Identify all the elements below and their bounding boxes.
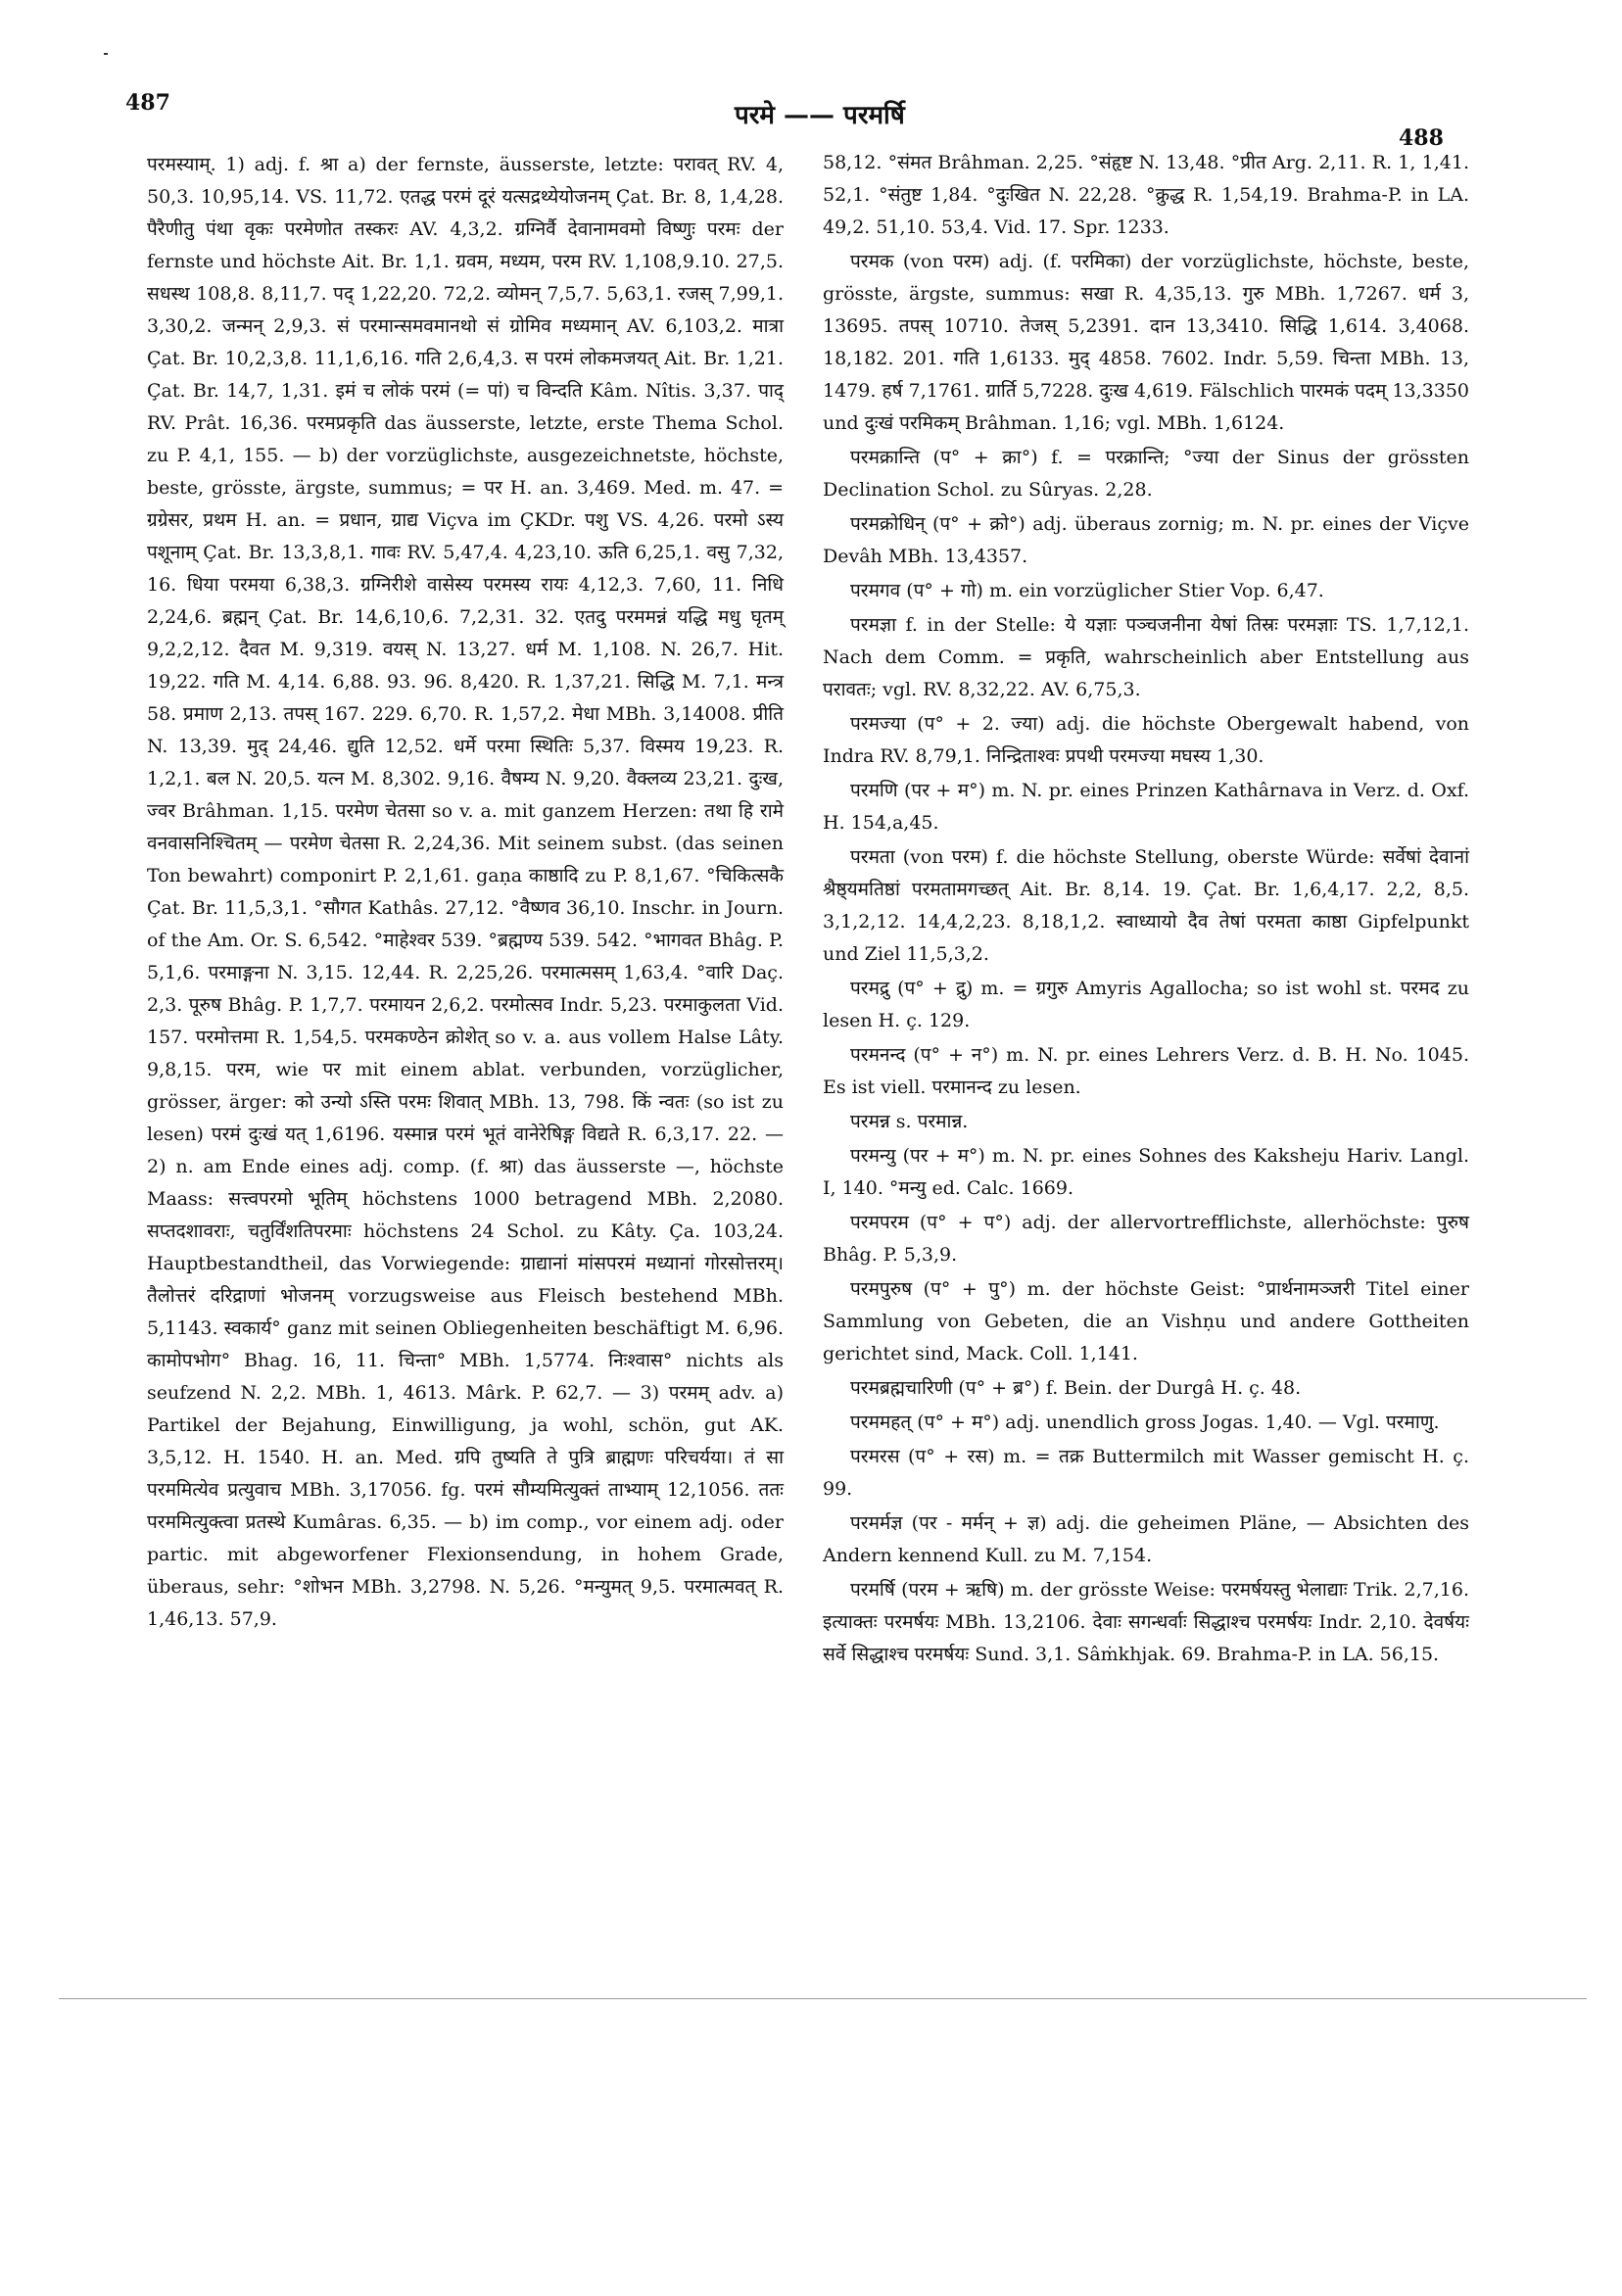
entry-paramamahat: परममहत् (प° + म°) adj. unendlich gross Jogas. 1,40. — Vgl. परमाणु. (850, 1411, 1440, 1433)
footer-rule (59, 1998, 1587, 1999)
entry-paramakrodhin: परमक्रोधिन् (प° + क्रो°) adj. überaus zornig; m. N. pr. eines der Viçve Devâh MBh. 13,4357. (823, 513, 1469, 567)
entry-paramananda: परमनन्द (प° + न°) m. N. pr. eines Lehrers Verz. d. B. H. No. 1045. Es ist viell. परमानन्द zu lesen. (823, 1044, 1469, 1098)
entry-paramata: परमता (von परम) f. die höchste Stellung, oberste Würde: सर्वेषां देवानां श्रैष्ठ्यमतिष्ठां परमतामगच्छत् Ait. Br. 8,14. 19. Çat. Br. 1,6,4,17. 2,2, 8,5. 3,1,2,12. 14,4,2,23. 8,18,1,2. स्वाध्यायो दैव तेषां परमता काष्ठा Gipfelpunkt und Ziel 11,5,3,2. (823, 846, 1469, 965)
entry-paramaparama: परमपरम (प° + प°) adj. der allervortrefflichste, allerhöchste: पुरुष Bhâg. P. 5,3,9. (823, 1212, 1469, 1266)
entry-paramakranti: परमक्रान्ति (प° + क्रा°) f. = परक्रान्ति; °ज्या der Sinus der grössten Declination Schol. zu Sûryas. 2,28. (823, 447, 1469, 501)
entry-paramarshi: परमर्षि (परम + ऋषि) m. der grösste Weise: परमर्षयस्तु भेलाद्याः Trik. 2,7,16. इत्याक्तः परमर्षयः MBh. 13,2106. देवाः सगन्धर्वाः सिद्धाश्च परमर्षयः Indr. 2,10. देवर्षयः सर्वे सिद्धाश्च परमर्षयः Sund. 3,1. Sâṁkhjak. 69. Brahma-P. in LA. 56,15. (823, 1579, 1469, 1665)
left-page-number: 487 (125, 90, 170, 116)
entry-paramani: परमणि (पर + म°) m. N. pr. eines Prinzen Kathârnava in Verz. d. Oxf. H. 154,a,45. (823, 780, 1469, 834)
entry-paramaka: परमक (von परम) adj. (f. परमिका) der vorzüglichste, höchste, beste, grösste, ärgste, summus: सखा R. 4,35,13. गुरु MBh. 1,7267. धर्म 3, 13695. तपस् 10710. तेजस् 5,2391. दान 13,3410. सिद्धि 1,614. 3,4068. 18,182. 201. गति 1,6133. मुद् 4858. 7602. Indr. 5,59. चिन्ता MBh. 13, 1479. हर्ष 7,1761. ग्रार्ति 5,7228. दुःख 4,619. Fälschlich पारमकं पदम् 13,3350 und दुःखं परमिकम् Brâhman. 1,16; vgl. MBh. 1,6124. (823, 251, 1469, 434)
entry-paramapurusha: परमपुरुष (प° + पु°) m. der höchste Geist: °प्रार्थनामञ्जरी Titel einer Sammlung von Gebeten, die an Vishṇu und andere Gottheiten gerichtet sind, Mack. Coll. 1,141. (823, 1278, 1469, 1364)
entry-paramasyam: परमस्याम्. 1) adj. f. श्रा a) der fernste, äusserste, letzte: परावत् RV. 4, 50,3. 10,95,14. VS. 11,72. एतद्ध परमं दूरं यत्सद्रथ्येयोजनम् Çat. Br. 8, 1,4,28. पैरैणीतु पंथा वृकः परमेणोत तस्करः AV. 4,3,2. ग्रग्निर्वै देवानामवमो विष्णुः परमः der fernste und höchste Ait. Br. 1,1. ग्रवम, मध्यम, परम RV. 1,108,9.10. 27,5. सधस्थ 108,8. 8,11,7. पद् 1,22,20. 72,2. व्योमन् 7,5,7. 5,63,1. रजस् 7,99,1. 3,30,2. जन्मन् 2,9,3. सं परमान्समवमानथो सं ग्रोमिव मध्यमान् AV. 6,103,2. मात्रा Çat. Br. 10,2,3,8. 11,1,6,16. गति 2,6,4,3. स परमं लोकमजयत् Ait. Br. 1,21. Çat. Br. 14,7, 1,31. इमं च लोकं परमं (= पां) च विन्दति Kâm. Nîtis. 3,37. पाद् RV. Prât. 16,36. परमप्रकृति das äusserste, letzte, erste Thema Schol. zu P. 4,1, 155. — b) der vorzüglichste, ausgezeichnetste, höchste, beste, grösste, ärgste, summus; = पर H. an. 3,469. Med. m. 47. = ग्रग्रेसर, प्रथम H. an. = प्रधान, ग्राद्य Viçva im ÇKDr. पशु VS. 4,26. परमो ऽस्य पशूनाम् Çat. Br. 13,3,8,1. गावः RV. 5,47,4. 4,23,10. ऊति 6,25,1. वसु 7,32, 16. धिया परमया 6,38,3. ग्रग्निरीशे वासेस्य परमस्य रायः 4,12,3. 7,60, 11. निधि 2,24,6. ब्रह्मन् Çat. Br. 14,6,10,6. 7,2,31. 32. एतदु परममन्नं यद्धि मधु घृतम् 9,2,2,12. दैवत M. 9,319. वयस् N. 13,27. धर्म M. 1,108. N. 26,7. Hit. 19,22. गति M. 4,14. 6,88. 93. 96. 8,420. R. 1,37,21. सिद्धि M. 7,1. मन्त्र 58. प्रमाण 2,13. तपस् 167. 229. 6,70. R. 1,57,2. मेधा MBh. 3,14008. प्रीति N. 13,39. मुद् 24,46. द्युति 12,52. धर्मे परमा स्थितिः 5,37. विस्मय 19,23. R. 1,2,1. बल N. 20,5. यत्न M. 8,302. 9,16. वैषम्य N. 9,20. वैक्लव्य 23,21. दुःख, ज्वर Brâhman. 1,15. परमेण चेतसा so v. a. mit ganzem Herzen: तथा हि रामे वनवासनिश्चितम् — परमेण चेतसा R. 2,24,36. Mit seinem subst. (das seinen Ton bewahrt) componirt P. 2,1,61. gaṇa काष्ठादि zu P. 8,1,67. °चिकित्सकै Çat. Br. 11,5,3,1. °सौगत Kathâs. 27,12. °वैष्णव 36,10. Inschr. in Journ. of the Am. Or. S. 6,542. °माहेश्वर 539. °ब्रह्मण्य 539. 542. °भागवत Bhâg. P. 5,1,6. परमाङ्गना N. 3,15. 12,44. R. 2,25,26. परमात्मसम् 1,63,4. °वारि Daç. 2,3. पूरुष Bhâg. P. 1,7,7. परमायन 2,6,2. परमोत्सव Indr. 5,23. परमाकुलता Vid. 157. परमोत्तमा R. 1,54,5. परमकण्ठेन क्रोशेत् so v. a. aus vollem Halse Lâty. 9,8,15. परम, wie पर mit einem ablat. verbunden, vorzüglicher, grösser, ärger: को उन्यो ऽस्ति परमः शिवात् MBh. 13, 798. किं न्वतः (so ist zu lesen) परमं दुःखं यत् 1,6196. यस्मान्न परमं भूतं वानेरेषिङ्ग विद्यते R. 6,3,17. 22. — 2) n. am Ende eines adj. comp. (f. श्रा) das äusserste —, höchste Maass: सत्त्वपरमो भूतिम् höchstens 1000 betragend MBh. 2,2080. सप्तदशावराः, चतुर्विंशतिपरमाः höchstens 24 Schol. zu Kâty. Ça. 103,24. Hauptbestandtheil, das Vorwiegende: ग्राद्यानां मांसपरमं मध्यानां गोरसोत्तरम्। तैलोत्तरं दरिद्राणां भोजनम् vorzugsweise aus Fleisch bestehend MBh. 5,1143. स्वकार्य° ganz mit seinen Obliegenheiten beschäftigt M. 6,96. कामोपभोग° Bhag. 16, 11. चिन्ता° MBh. 1,5774. निःश्वास° nichts als seufzend N. 2,2. MBh. 1, 4613. Mârk. P. 62,7. — 3) परमम् adv. a) Partikel der Bejahung, Einwilligung, ja wohl, schön, gut AK. 3,5,12. H. 1540. H. an. Med. ग्रपि तुष्यति ते पुत्रि ब्राह्मणः परिचर्यया। तं सा परममित्येव प्रत्युवाच MBh. 3,17056. fg. परमं सौम्यमित्युक्तं ताभ्याम् 12,1056. ततः परममित्युक्त्वा प्रतस्थे Kumâras. 6,35. — b) im comp., vor einem adj. oder partic. mit abgeworfener Flexionsendung, in hohem Grade, überaus, sehr: °शोभन MBh. 3,2798. N. 5,26. °मन्युमत् 9,5. परमात्मवत् R. 1,46,13. 57,9. (147, 154, 784, 1630)
entry-paramarasa: परमरस (प° + रस) m. = तक्र Buttermilch mit Wasser gemischt H. ç. 99. (823, 1446, 1469, 1500)
left-column (147, 147, 784, 1636)
entry-paramabrahmacharini: परमब्रह्मचारिणी (प° + ब्र°) f. Bein. der Durgâ H. ç. 48. (850, 1377, 1302, 1399)
print-speck (104, 53, 108, 55)
entry-paramadru: परमद्रु (प° + द्रु) m. = ग्रगुरु Amyris Agallocha; so ist wohl st. परमद zu lesen H. ç. 129. (823, 978, 1469, 1031)
entry-paramanna: परमन्न s. परमान्न. (850, 1111, 969, 1132)
entry-paramajna: परमज्ञा f. in der Stelle: ये यज्ञाः पञ्चजनीना येषां तिस्रः परमज्ञाः TS. 1,7,12,1. Nach dem Comm. = प्रकृति, wahrscheinlich aber Entstellung aus परावतः; vgl. RV. 8,32,22. AV. 6,75,3. (823, 614, 1469, 700)
entry-paramarmajna: परमर्मज्ञ (पर - मर्मन् + ज्ञ) adj. die geheimen Pläne, — Absichten des Andern kennend Kull. zu M. 7,154. (823, 1512, 1469, 1566)
right-page-number: 488 (1399, 125, 1444, 151)
running-head: परमे —— परमर्षि (735, 101, 905, 130)
right-column (823, 147, 1469, 1671)
entry-continuation: 58,12. °संमत Brâhman. 2,25. °संहृष्ट N. 13,48. °प्रीत Arg. 2,11. R. 1, 1,41. 52,1. °संतुष्ट 1,84. °दुःखित N. 22,28. °क्रुद्ध R. 1,54,19. Brahma-P. in LA. 49,2. 51,10. 53,4. Vid. 17. Spr. 1233. (823, 152, 1469, 238)
entry-paramajya: परमज्या (प° + 2. ज्या) adj. die höchste Obergewalt habend, von Indra RV. 8,79,1. निन्द्रिताश्वः प्रपथी परमज्या मघस्य 1,30. (823, 713, 1469, 767)
entry-paramanyu: परमन्यु (पर + म°) m. N. pr. eines Sohnes des Kaksheju Hariv. Langl. I, 140. °मन्यु ed. Calc. 1669. (823, 1145, 1469, 1199)
entry-paramagava: परमगव (प° + गो) m. ein vorzüglicher Stier Vop. 6,47. (850, 580, 1324, 601)
